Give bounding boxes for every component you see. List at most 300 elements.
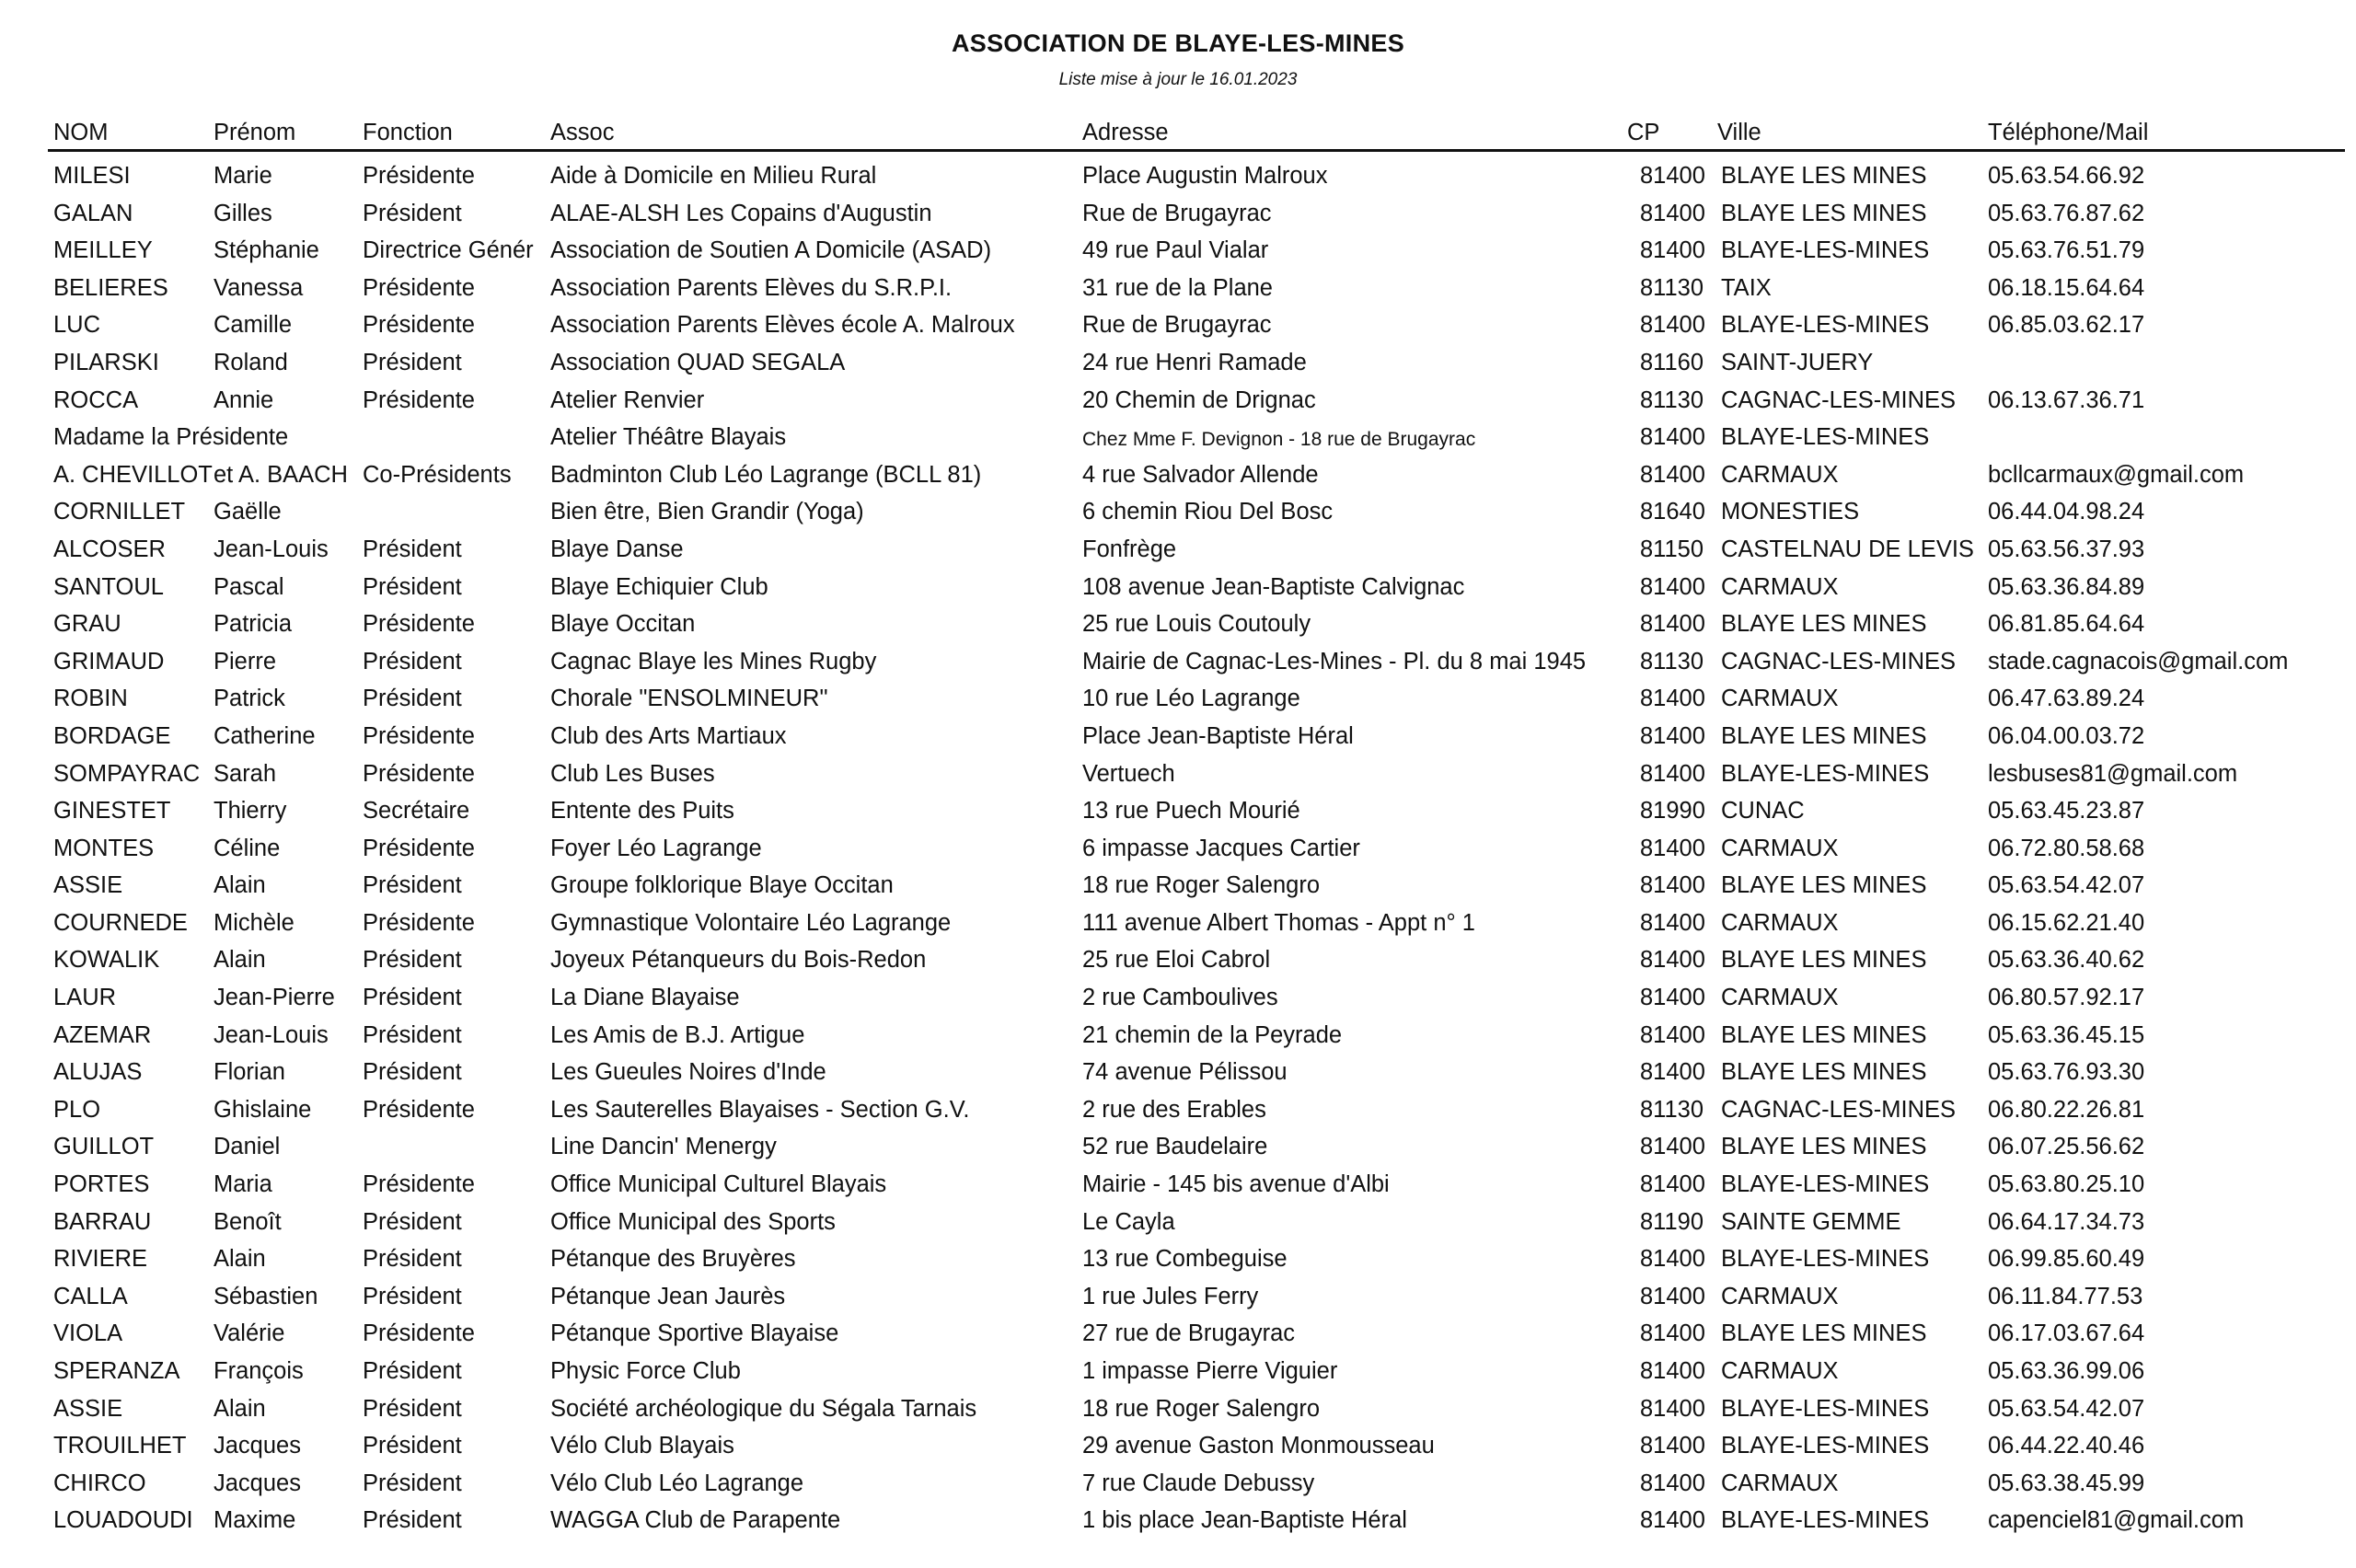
cell-fonction: Président [363,200,462,226]
cell-adresse: 31 rue de la Plane [1082,274,1273,301]
cell-ville: CARMAUX [1721,909,1839,936]
cell-prenom: Vanessa [214,274,304,301]
cell-cp: 81400 [1640,1134,1705,1160]
cell-fonction: Secrétaire [363,798,470,824]
cell-prenom: Stéphanie [214,237,319,264]
table-row [0,758,2356,796]
table-row [0,1020,2356,1057]
cell-nom: GRAU [53,611,121,638]
cell-nom: CALLA [53,1283,128,1309]
cell-ville: CAGNAC-LES-MINES [1721,1096,1957,1123]
cell-ville: BLAYE-LES-MINES [1721,1395,1930,1422]
cell-cp: 81400 [1640,1470,1705,1496]
cell-ville: BLAYE-LES-MINES [1721,1433,1930,1459]
cell-adresse: 18 rue Roger Salengro [1082,1395,1321,1422]
cell-nom: ROBIN [53,686,128,712]
header-nom: NOM [53,120,109,145]
cell-prenom: Pascal [214,573,284,600]
cell-ville: SAINTE GEMME [1721,1208,1901,1235]
cell-assoc: Pétanque des Bruyères [550,1246,796,1273]
cell-nom: COURNEDE [53,909,188,936]
cell-nom: GRIMAUD [53,648,165,674]
cell-nom: Madame la Présidente [53,424,289,451]
cell-cp: 81400 [1640,1433,1705,1459]
cell-cp: 81400 [1640,947,1705,974]
cell-telephone-mail: lesbuses81@gmail.com [1988,760,2238,787]
cell-prenom: Patricia [214,611,293,638]
cell-nom: MEILLEY [53,237,153,264]
cell-adresse: Rue de Brugayrac [1082,200,1272,226]
cell-ville: BLAYE LES MINES [1721,872,1927,899]
table-row [0,459,2356,497]
table-row [0,421,2356,459]
table-row [0,1318,2356,1355]
cell-assoc: Blaye Echiquier Club [550,573,768,600]
cell-adresse: 52 rue Baudelaire [1082,1134,1268,1160]
cell-ville: CARMAUX [1721,1470,1839,1496]
header-ville: Ville [1717,120,1761,145]
cell-fonction: Président [363,985,462,1011]
cell-prenom: Marie [214,163,272,189]
cell-cp: 81190 [1640,1208,1704,1235]
cell-nom: ROCCA [53,386,139,413]
cell-fonction: Président [363,686,462,712]
cell-fonction: Présidente [363,760,475,787]
table-row [0,1206,2356,1244]
cell-prenom: Jean-Pierre [214,985,335,1011]
cell-nom: PILARSKI [53,349,159,375]
header-divider [48,149,2345,152]
cell-adresse: 6 impasse Jacques Cartier [1082,835,1360,861]
cell-cp: 81400 [1640,163,1705,189]
cell-nom: LAUR [53,985,117,1011]
cell-fonction: Présidente [363,1171,475,1198]
cell-prenom: Sébastien [214,1283,318,1309]
cell-adresse: Le Cayla [1082,1208,1175,1235]
table-row [0,534,2356,571]
cell-telephone-mail: 05.63.76.87.62 [1988,200,2145,226]
table-row [0,833,2356,870]
cell-prenom: Florian [214,1059,285,1086]
cell-adresse: 25 rue Louis Coutouly [1082,611,1311,638]
cell-assoc: Aide à Domicile en Milieu Rural [550,163,877,189]
cell-telephone-mail: 05.63.76.51.79 [1988,237,2145,264]
cell-cp: 81130 [1640,386,1704,413]
cell-adresse: 29 avenue Gaston Monmousseau [1082,1433,1435,1459]
cell-ville: BLAYE LES MINES [1721,200,1927,226]
table-row [0,683,2356,721]
cell-prenom: Thierry [214,798,287,824]
cell-ville: BLAYE LES MINES [1721,722,1927,749]
cell-telephone-mail: 06.85.03.62.17 [1988,312,2145,339]
cell-assoc: Office Municipal Culturel Blayais [550,1171,887,1198]
cell-fonction: Présidente [363,722,475,749]
cell-cp: 81400 [1640,1395,1705,1422]
cell-telephone-mail: 06.99.85.60.49 [1988,1246,2145,1273]
cell-telephone-mail: 06.11.84.77.53 [1988,1283,2143,1309]
cell-fonction: Présidente [363,1096,475,1123]
cell-telephone-mail: 06.18.15.64.64 [1988,274,2145,301]
cell-ville: CAGNAC-LES-MINES [1721,648,1957,674]
cell-nom: AZEMAR [53,1021,152,1048]
cell-telephone-mail: 05.63.36.99.06 [1988,1358,2145,1384]
cell-telephone-mail: 06.81.85.64.64 [1988,611,2145,638]
header-telephone-mail: Téléphone/Mail [1988,120,2149,145]
cell-assoc: Les Sauterelles Blayaises - Section G.V. [550,1096,970,1123]
header-fonction: Fonction [363,120,453,145]
cell-cp: 81400 [1640,424,1705,451]
cell-nom: MONTES [53,835,155,861]
cell-cp: 81130 [1640,274,1704,301]
cell-cp: 81400 [1640,573,1705,600]
cell-telephone-mail: 05.63.54.66.92 [1988,163,2145,189]
table-row [0,309,2356,347]
cell-fonction: Président [363,1283,462,1309]
cell-ville: BLAYE LES MINES [1721,163,1927,189]
table-row [0,721,2356,758]
cell-ville: BLAYE-LES-MINES [1721,312,1930,339]
cell-prenom: Jacques [214,1433,301,1459]
cell-ville: CASTELNAU DE LEVIS [1721,536,1974,562]
cell-fonction: Présidente [363,909,475,936]
table-row [0,1169,2356,1206]
table-row [0,1056,2356,1094]
cell-telephone-mail: 06.44.22.40.46 [1988,1433,2145,1459]
cell-adresse: 24 rue Henri Ramade [1082,349,1307,375]
cell-nom: PORTES [53,1171,150,1198]
cell-telephone-mail: 05.63.80.25.10 [1988,1171,2145,1198]
cell-nom: ALUJAS [53,1059,143,1086]
cell-prenom: Valérie [214,1320,285,1347]
cell-cp: 81400 [1640,686,1705,712]
table-row [0,496,2356,534]
cell-telephone-mail: capenciel81@gmail.com [1988,1507,2245,1534]
cell-telephone-mail: 06.17.03.67.64 [1988,1320,2145,1347]
cell-ville: BLAYE-LES-MINES [1721,760,1930,787]
cell-ville: CAGNAC-LES-MINES [1721,386,1957,413]
cell-assoc: Association Parents Elèves du S.R.P.I. [550,274,953,301]
cell-cp: 81130 [1640,1096,1704,1123]
document-title: ASSOCIATION DE BLAYE-LES-MINES [951,29,1405,57]
cell-ville: BLAYE LES MINES [1721,947,1927,974]
cell-assoc: Atelier Renvier [550,386,705,413]
cell-adresse: 4 rue Salvador Allende [1082,461,1319,488]
cell-ville: BLAYE-LES-MINES [1721,237,1930,264]
cell-fonction: Président [363,1208,462,1235]
table-row [0,235,2356,272]
cell-nom: SOMPAYRAC [53,760,201,787]
cell-assoc: WAGGA Club de Parapente [550,1507,841,1534]
cell-adresse: Chez Mme F. Devignon - 18 rue de Brugayrac [1082,429,1476,451]
cell-prenom: Michèle [214,909,294,936]
cell-assoc: Office Municipal des Sports [550,1208,836,1235]
cell-adresse: Place Jean-Baptiste Héral [1082,722,1354,749]
table-row [0,385,2356,422]
cell-telephone-mail: 05.63.54.42.07 [1988,1395,2145,1422]
cell-ville: CUNAC [1721,798,1805,824]
cell-cp: 81400 [1640,1507,1705,1534]
cell-nom: GALAN [53,200,133,226]
cell-prenom: Annie [214,386,274,413]
cell-fonction: Président [363,872,462,899]
cell-assoc: Bien être, Bien Grandir (Yoga) [550,499,864,525]
cell-assoc: Les Gueules Noires d'Inde [550,1059,826,1086]
cell-cp: 81400 [1640,1246,1705,1273]
cell-nom: TROUILHET [53,1433,187,1459]
cell-nom: SANTOUL [53,573,164,600]
table-row [0,982,2356,1020]
cell-assoc: Pétanque Sportive Blayaise [550,1320,839,1347]
cell-assoc: Entente des Puits [550,798,734,824]
header-prenom: Prénom [214,120,296,145]
cell-adresse: 1 rue Jules Ferry [1082,1283,1259,1309]
association-list [0,160,2356,1542]
cell-nom: CORNILLET [53,499,186,525]
cell-adresse: 74 avenue Pélissou [1082,1059,1288,1086]
cell-adresse: Mairie de Cagnac-Les-Mines - Pl. du 8 mai 1945 [1082,648,1587,674]
cell-adresse: 108 avenue Jean-Baptiste Calvignac [1082,573,1465,600]
cell-prenom: Sarah [214,760,277,787]
cell-cp: 81400 [1640,1320,1705,1347]
cell-adresse: Mairie - 145 bis avenue d'Albi [1082,1171,1390,1198]
cell-prenom: Patrick [214,686,285,712]
cell-adresse: 2 rue Camboulives [1082,985,1278,1011]
cell-telephone-mail: stade.cagnacois@gmail.com [1988,648,2289,674]
cell-assoc: Pétanque Jean Jaurès [550,1283,786,1309]
cell-assoc: Cagnac Blaye les Mines Rugby [550,648,877,674]
cell-telephone-mail: 05.63.54.42.07 [1988,872,2145,899]
cell-fonction: Président [363,1507,462,1534]
cell-assoc: Club Les Buses [550,760,715,787]
cell-assoc: La Diane Blayaise [550,985,740,1011]
table-row [0,160,2356,198]
cell-prenom: Jacques [214,1470,301,1496]
cell-cp: 81400 [1640,1283,1705,1309]
header-adresse: Adresse [1082,120,1169,145]
cell-assoc: Association de Soutien A Domicile (ASAD) [550,237,992,264]
cell-ville: BLAYE-LES-MINES [1721,1246,1930,1273]
cell-ville: CARMAUX [1721,1283,1839,1309]
cell-fonction: Présidente [363,312,475,339]
cell-ville: BLAYE-LES-MINES [1721,1171,1930,1198]
cell-adresse: Place Augustin Malroux [1082,163,1328,189]
cell-nom: SPERANZA [53,1358,180,1384]
table-row [0,198,2356,236]
cell-assoc: Line Dancin' Menergy [550,1134,777,1160]
cell-cp: 81990 [1640,798,1705,824]
cell-ville: CARMAUX [1721,686,1839,712]
cell-adresse: 13 rue Combeguise [1082,1246,1288,1273]
cell-adresse: 25 rue Eloi Cabrol [1082,947,1271,974]
cell-adresse: Fonfrège [1082,536,1177,562]
table-row [0,1393,2356,1431]
cell-fonction: Président [363,573,462,600]
cell-nom: BORDAGE [53,722,171,749]
cell-cp: 81400 [1640,312,1705,339]
cell-nom: ASSIE [53,872,123,899]
cell-prenom: Maxime [214,1507,296,1534]
cell-cp: 81400 [1640,611,1705,638]
cell-fonction: Présidente [363,386,475,413]
cell-fonction: Président [363,349,462,375]
cell-assoc: Joyeux Pétanqueurs du Bois-Redon [550,947,927,974]
cell-ville: SAINT-JUERY [1721,349,1874,375]
cell-prenom: Jean-Louis [214,1021,329,1048]
table-row [0,347,2356,385]
cell-ville: BLAYE LES MINES [1721,1021,1927,1048]
cell-nom: LOUADOUDI [53,1507,193,1534]
header-cp: CP [1627,120,1660,145]
cell-telephone-mail: 06.80.57.92.17 [1988,985,2145,1011]
cell-fonction: Président [363,1021,462,1048]
cell-telephone-mail: 05.63.38.45.99 [1988,1470,2145,1496]
cell-prenom: Alain [214,947,266,974]
cell-telephone-mail: 06.72.80.58.68 [1988,835,2145,861]
table-row [0,1243,2356,1281]
cell-adresse: 1 bis place Jean-Baptiste Héral [1082,1507,1407,1534]
cell-cp: 81400 [1640,985,1705,1011]
table-row [0,646,2356,684]
cell-adresse: Vertuech [1082,760,1175,787]
cell-adresse: 20 Chemin de Drignac [1082,386,1316,413]
cell-assoc: Groupe folklorique Blaye Occitan [550,872,894,899]
cell-cp: 81400 [1640,200,1705,226]
cell-cp: 81400 [1640,461,1705,488]
cell-assoc: Gymnastique Volontaire Léo Lagrange [550,909,952,936]
cell-nom: LUC [53,312,101,339]
cell-assoc: Foyer Léo Lagrange [550,835,762,861]
cell-ville: BLAYE LES MINES [1721,611,1927,638]
table-row [0,870,2356,907]
cell-adresse: 2 rue des Erables [1082,1096,1266,1123]
table-row [0,795,2356,833]
table-row [0,1355,2356,1393]
cell-cp: 81400 [1640,722,1705,749]
cell-prenom: Alain [214,1246,266,1273]
cell-assoc: Association QUAD SEGALA [550,349,846,375]
cell-adresse: 6 chemin Riou Del Bosc [1082,499,1334,525]
cell-prenom: et A. BAACH [214,461,348,488]
cell-adresse: 13 rue Puech Mourié [1082,798,1300,824]
cell-prenom: Ghislaine [214,1096,312,1123]
table-row [0,272,2356,310]
table-row [0,1430,2356,1468]
cell-assoc: Vélo Club Léo Lagrange [550,1470,804,1496]
cell-fonction: Président [363,1358,462,1384]
cell-prenom: Pierre [214,648,277,674]
cell-assoc: Association Parents Elèves école A. Malroux [550,312,1015,339]
cell-prenom: François [214,1358,304,1384]
cell-telephone-mail: 06.15.62.21.40 [1988,909,2145,936]
cell-telephone-mail: 06.47.63.89.24 [1988,686,2145,712]
cell-ville: TAIX [1721,274,1772,301]
table-header [0,120,2356,153]
cell-adresse: 21 chemin de la Peyrade [1082,1021,1343,1048]
cell-prenom: Roland [214,349,288,375]
cell-telephone-mail: 05.63.45.23.87 [1988,798,2145,824]
cell-assoc: Blaye Danse [550,536,684,562]
table-row [0,944,2356,982]
cell-fonction: Présidente [363,274,475,301]
cell-ville: CARMAUX [1721,985,1839,1011]
cell-fonction: Président [363,648,462,674]
cell-ville: BLAYE LES MINES [1721,1134,1927,1160]
cell-fonction: Président [363,1246,462,1273]
cell-telephone-mail: 05.63.76.93.30 [1988,1059,2145,1086]
cell-assoc: ALAE-ALSH Les Copains d'Augustin [550,200,932,226]
cell-telephone-mail: 05.63.36.84.89 [1988,573,2145,600]
table-row [0,608,2356,646]
cell-nom: RIVIERE [53,1246,148,1273]
cell-prenom: Catherine [214,722,316,749]
cell-prenom: Gaëlle [214,499,282,525]
cell-assoc: Physic Force Club [550,1358,741,1384]
cell-nom: VIOLA [53,1320,123,1347]
cell-adresse: 27 rue de Brugayrac [1082,1320,1296,1347]
cell-adresse: 49 rue Paul Vialar [1082,237,1269,264]
cell-prenom: Daniel [214,1134,281,1160]
header-assoc: Assoc [550,120,615,145]
cell-telephone-mail: 05.63.56.37.93 [1988,536,2145,562]
cell-prenom: Alain [214,872,266,899]
cell-prenom: Jean-Louis [214,536,329,562]
table-row [0,1505,2356,1542]
cell-ville: BLAYE-LES-MINES [1721,1507,1930,1534]
cell-prenom: Gilles [214,200,272,226]
cell-fonction: Présidente [363,835,475,861]
cell-nom: GINESTET [53,798,171,824]
cell-prenom: Benoît [214,1208,282,1235]
cell-nom: PLO [53,1096,101,1123]
cell-telephone-mail: 05.63.36.45.15 [1988,1021,2145,1048]
table-row [0,1468,2356,1505]
cell-ville: CARMAUX [1721,461,1839,488]
cell-telephone-mail: 06.44.04.98.24 [1988,499,2145,525]
table-row [0,1281,2356,1319]
cell-adresse: 7 rue Claude Debussy [1082,1470,1315,1496]
cell-adresse: Rue de Brugayrac [1082,312,1272,339]
cell-fonction: Président [363,1433,462,1459]
cell-assoc: Club des Arts Martiaux [550,722,787,749]
cell-ville: BLAYE-LES-MINES [1721,424,1930,451]
cell-adresse: 18 rue Roger Salengro [1082,872,1321,899]
cell-assoc: Vélo Club Blayais [550,1433,734,1459]
cell-ville: CARMAUX [1721,573,1839,600]
cell-telephone-mail: 06.13.67.36.71 [1988,386,2145,413]
table-row [0,571,2356,609]
cell-nom: ASSIE [53,1395,123,1422]
table-row [0,1131,2356,1169]
cell-ville: CARMAUX [1721,835,1839,861]
cell-cp: 81400 [1640,760,1705,787]
cell-ville: CARMAUX [1721,1358,1839,1384]
cell-fonction: Président [363,1395,462,1422]
cell-assoc: Les Amis de B.J. Artigue [550,1021,805,1048]
cell-cp: 81400 [1640,237,1705,264]
cell-assoc: Badminton Club Léo Lagrange (BCLL 81) [550,461,982,488]
document-subtitle: Liste mise à jour le 16.01.2023 [1058,70,1298,89]
cell-fonction: Co-Présidents [363,461,512,488]
cell-adresse: 111 avenue Albert Thomas - Appt n° 1 [1082,909,1475,936]
cell-fonction: Président [363,947,462,974]
cell-fonction: Présidente [363,611,475,638]
cell-telephone-mail: 05.63.36.40.62 [1988,947,2145,974]
cell-cp: 81400 [1640,835,1705,861]
cell-assoc: Atelier Théâtre Blayais [550,424,787,451]
cell-adresse: 1 impasse Pierre Viguier [1082,1358,1338,1384]
cell-telephone-mail: 06.04.00.03.72 [1988,722,2145,749]
cell-assoc: Blaye Occitan [550,611,696,638]
